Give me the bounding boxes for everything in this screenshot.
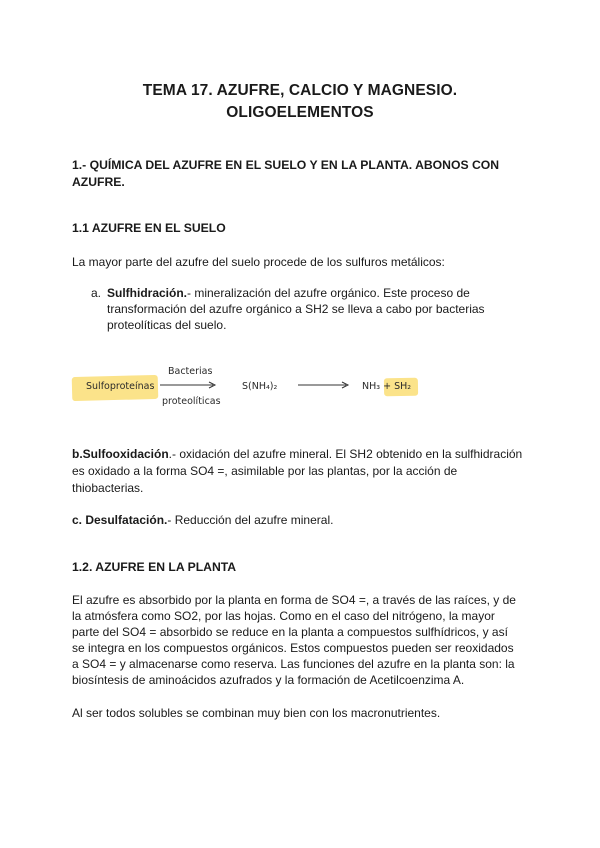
agent-bottom-label: proteolíticas: [162, 396, 221, 407]
list-item-a-term: Sulfhidración.: [107, 286, 188, 300]
list-item-c-text: - Reducción del azufre mineral.: [167, 513, 334, 527]
product-b: SH₂: [394, 381, 412, 392]
section-1-2-para-1-line-1: El azufre es absorbido por la planta en forma de SO4 =, a través de las raíces, y de: [72, 593, 516, 607]
list-item-a-marker: a.: [91, 286, 102, 300]
arrow-2-icon: [296, 380, 356, 390]
section-1-1-intro: La mayor parte del azufre del suelo procede de los sulfuros metálicos:: [72, 255, 445, 269]
page-title-line-2: OLIGOELEMENTOS: [226, 104, 374, 121]
section-1-2-para-1-line-5: a SO4 = y almacenarse como reserva. Las funciones del azufre en la planta son: la: [72, 657, 515, 671]
product-a: NH₃: [362, 381, 381, 392]
arrow-1-icon: [158, 380, 218, 390]
list-item-a-text-1: - mineralización del azufre orgánico. Este proceso de: [187, 286, 470, 300]
section-1-2-para-2: Al ser todos solubles se combinan muy bien con los macronutrientes.: [72, 706, 441, 720]
page-title-line-1: TEMA 17. AZUFRE, CALCIO Y MAGNESIO.: [142, 82, 458, 99]
section-1-2-para-1-line-2: la atmósfera como SO2, por las hojas. Como en el caso del nitrógeno, la mayor: [72, 609, 495, 623]
product-label: [362, 381, 411, 392]
list-item-c-term: c. Desulfatación.: [72, 513, 168, 527]
product-sep: +: [380, 381, 395, 392]
section-1-2-para-1-line-4: se integra en los compuestos orgánicos. Estos compuestos pueden ser reoxidados: [72, 641, 514, 655]
section-1-2-para-1-line-3: parte del SO4 = absorbido se reduce en la planta a compuestos sulfhídricos, y así: [72, 625, 508, 639]
agent-top-label: Bacterias: [168, 366, 213, 377]
list-item-b-line-1: [72, 446, 530, 463]
list-item-b-line-3: thiobacterias.: [72, 481, 144, 495]
reactant-label: Sulfoproteínas: [86, 381, 155, 392]
list-item-a-line-1: [107, 285, 532, 302]
sulfhydration-diagram: [72, 360, 432, 412]
list-item-b-text-1: .- oxidación del azufre mineral. El SH2 obtenido en la sulfhidración: [168, 447, 523, 461]
list-item-a-line-3: proteolíticas del suelo.: [107, 318, 227, 332]
section-1-heading-line-2: AZUFRE.: [72, 175, 125, 189]
intermediate-label: S(NH₄)₂: [242, 381, 278, 392]
section-1-1-heading: 1.1 AZUFRE EN EL SUELO: [72, 221, 226, 235]
section-1-2-para-1-line-6: biosíntesis de aminoácidos azufrados y la formación de Acetilcoenzima A.: [72, 673, 465, 687]
list-item-a-line-2: transformación del azufre orgánico a SH2 se lleva a cabo por bacterias: [107, 302, 485, 316]
list-item-c: [72, 512, 530, 529]
list-item-b-term: b.Sulfooxidación: [72, 447, 169, 461]
section-1-2-heading: 1.2. AZUFRE EN LA PLANTA: [72, 560, 237, 574]
section-1-heading-line-1: 1.- QUÍMICA DEL AZUFRE EN EL SUELO Y EN LA PLANTA. ABONOS CON: [72, 158, 500, 172]
list-item-b-line-2: es oxidado a la forma SO4 =, asimilable por las plantas, por la acción de: [72, 464, 458, 478]
